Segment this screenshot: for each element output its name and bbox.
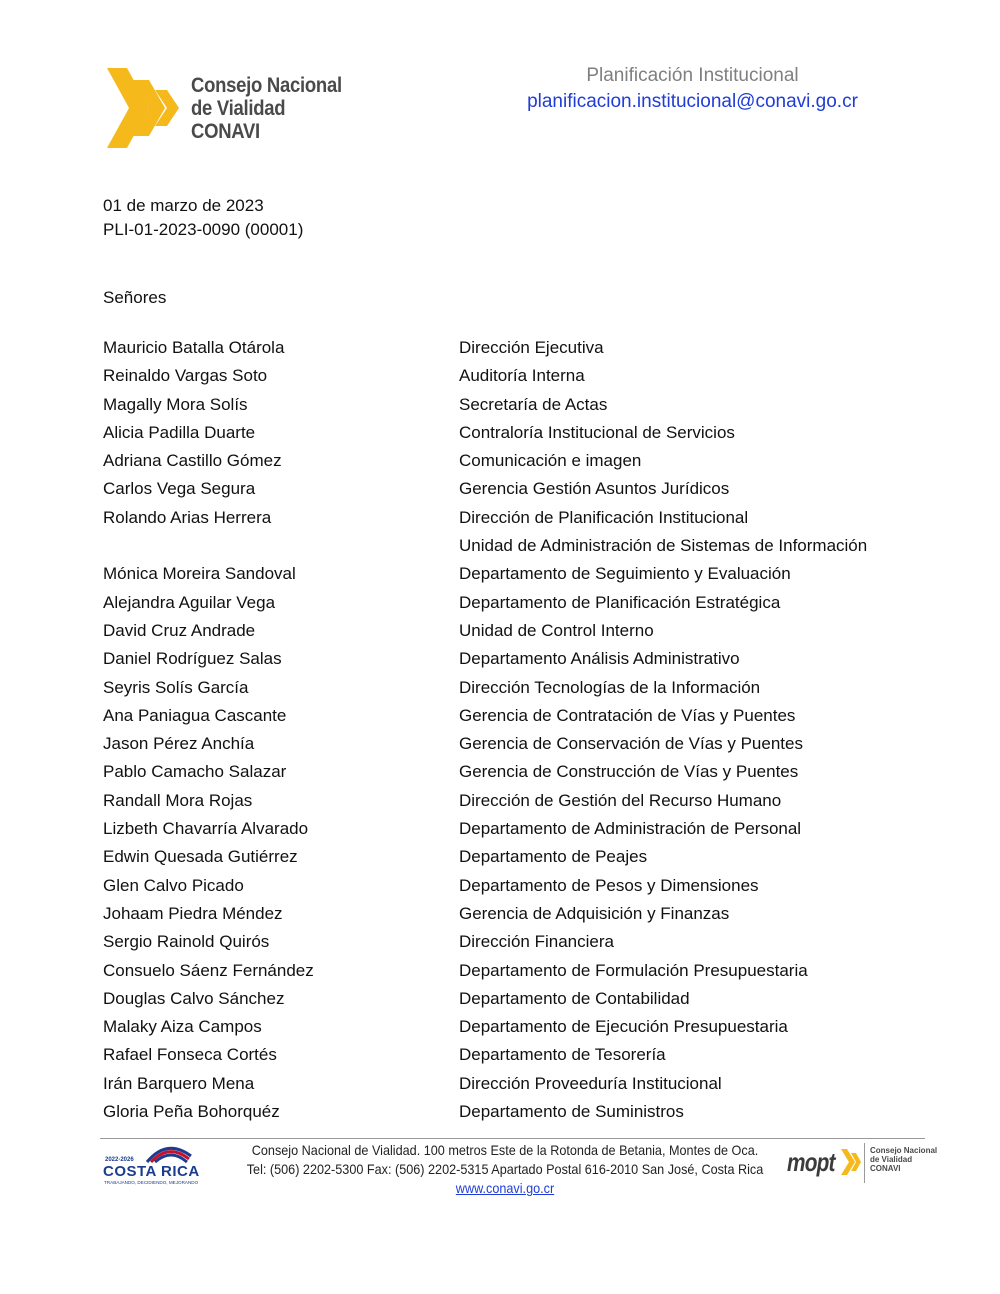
recipient-row xyxy=(103,957,963,985)
recipient-department: Gerencia de Adquisición y Finanzas xyxy=(459,903,730,923)
cr-logo-years: 2022-2026 xyxy=(105,1157,134,1163)
recipient-department: Departamento de Administración de Personal xyxy=(459,819,802,839)
email-link[interactable]: planificacion.institucional@conavi.go.cr xyxy=(527,91,858,112)
recipient-row xyxy=(103,475,963,503)
recipient-department: Comunicación e imagen xyxy=(459,451,642,471)
recipient-name: Carlos Vega Segura xyxy=(103,479,256,499)
recipient-name: Rolando Arias Herrera xyxy=(103,507,272,527)
recipient-department: Unidad de Administración de Sistemas de Información xyxy=(459,536,868,556)
mopt-logo-line: CONAVI xyxy=(870,1164,901,1173)
recipient-name: Johaam Piedra Méndez xyxy=(103,903,283,923)
recipient-name: Ana Paniagua Cascante xyxy=(103,705,287,725)
conavi-chevron-icon xyxy=(103,66,189,150)
recipient-name: Magally Mora Solís xyxy=(103,394,248,414)
recipient-department: Departamento de Pesos y Dimensiones xyxy=(459,875,759,895)
recipient-department: Departamento de Seguimiento y Evaluación xyxy=(459,564,791,584)
recipient-name: Irán Barquero Mena xyxy=(103,1073,255,1093)
letter-date: 01 de marzo de 2023 xyxy=(103,196,264,215)
recipient-name: Jason Pérez Anchía xyxy=(103,734,255,754)
recipient-row xyxy=(103,334,963,362)
website-link[interactable]: www.conavi.go.cr xyxy=(455,1181,555,1196)
letterhead-contact xyxy=(500,63,885,115)
recipient-row xyxy=(103,758,963,786)
recipient-department: Secretaría de Actas xyxy=(459,394,608,414)
recipient-row xyxy=(103,419,963,447)
recipient-name: Mónica Moreira Sandoval xyxy=(103,564,296,584)
recipient-row xyxy=(103,560,963,588)
recipient-department: Departamento de Contabilidad xyxy=(459,988,690,1008)
recipient-row xyxy=(103,815,963,843)
footer-divider xyxy=(100,1138,925,1139)
recipient-name: Mauricio Batalla Otárola xyxy=(103,338,285,357)
mopt-divider xyxy=(864,1143,865,1183)
recipient-row xyxy=(103,504,963,532)
mopt-logo-text xyxy=(870,1146,937,1173)
salutation: Señores xyxy=(103,288,167,307)
recipient-row xyxy=(103,787,963,815)
recipient-department: Unidad de Control Interno xyxy=(459,620,654,640)
recipient-department: Departamento Análisis Administrativo xyxy=(459,649,740,669)
recipient-name: Lizbeth Chavarría Alvarado xyxy=(103,819,309,839)
recipient-department: Dirección Financiera xyxy=(459,932,614,952)
recipient-department: Departamento de Tesorería xyxy=(459,1045,666,1065)
recipient-row xyxy=(103,985,963,1013)
conavi-logo-text xyxy=(191,74,342,143)
recipient-name: David Cruz Andrade xyxy=(103,620,256,640)
recipient-department: Gerencia de Construcción de Vías y Puentes xyxy=(459,762,799,782)
recipient-name: Reinaldo Vargas Soto xyxy=(103,366,268,386)
mopt-brand: mopt xyxy=(787,1147,835,1177)
recipient-row xyxy=(103,589,963,617)
recipient-row xyxy=(103,391,963,419)
cr-logo-country: COSTA RICA xyxy=(103,1163,200,1180)
recipient-name: Malaky Aiza Campos xyxy=(103,1017,262,1037)
recipient-row xyxy=(103,674,963,702)
recipient-department: Contraloría Institucional de Servicios xyxy=(459,422,735,442)
department-name: Planificación Institucional xyxy=(586,65,799,86)
recipient-name: Glen Calvo Picado xyxy=(103,875,244,895)
recipient-row xyxy=(103,617,963,645)
conavi-logo xyxy=(103,66,343,150)
recipient-name: Rafael Fonseca Cortés xyxy=(103,1045,277,1065)
recipient-name: Randall Mora Rojas xyxy=(103,790,253,810)
footer-address-block xyxy=(226,1141,784,1198)
letter-reference: PLI-01-2023-0090 (00001) xyxy=(103,220,304,239)
recipient-row xyxy=(103,928,963,956)
recipient-department: Departamento de Suministros xyxy=(459,1102,684,1122)
mopt-logo-line: de Vialidad xyxy=(870,1155,913,1164)
recipient-department: Gerencia de Contratación de Vías y Puentes xyxy=(459,705,796,725)
recipient-name: Seyris Solís García xyxy=(103,677,249,697)
recipient-department: Departamento de Ejecución Presupuestaria xyxy=(459,1017,788,1037)
recipient-name: Adriana Castillo Gómez xyxy=(103,451,282,471)
recipient-name: Edwin Quesada Gutiérrez xyxy=(103,847,298,867)
recipient-list xyxy=(103,334,963,1126)
recipient-name: Alejandra Aguilar Vega xyxy=(103,592,276,612)
costa-rica-logo xyxy=(103,1140,203,1190)
recipient-department: Gerencia de Conservación de Vías y Puentes xyxy=(459,734,803,754)
recipient-name: Consuelo Sáenz Fernández xyxy=(103,960,314,980)
recipient-name: Sergio Rainold Quirós xyxy=(103,932,270,952)
recipient-row xyxy=(103,532,963,560)
recipient-department: Departamento de Formulación Presupuestaria xyxy=(459,960,808,980)
mopt-logo-line: Consejo Nacional xyxy=(870,1146,938,1155)
recipient-row xyxy=(103,1070,963,1098)
recipient-department: Departamento de Planificación Estratégica xyxy=(459,592,781,612)
recipient-row xyxy=(103,843,963,871)
recipient-row xyxy=(103,1013,963,1041)
mopt-chevron-icon xyxy=(839,1147,863,1177)
recipient-department: Dirección de Planificación Institucional xyxy=(459,507,749,527)
recipient-row xyxy=(103,900,963,928)
recipient-row xyxy=(103,447,963,475)
recipient-department: Dirección Proveeduría Institucional xyxy=(459,1073,722,1093)
recipient-row xyxy=(103,730,963,758)
recipient-name: Daniel Rodríguez Salas xyxy=(103,649,282,669)
recipient-row xyxy=(103,702,963,730)
cr-logo-motto: TRABAJANDO, DECIDIENDO, MEJORANDO xyxy=(104,1180,199,1185)
recipient-department: Auditoría Interna xyxy=(459,366,585,386)
recipient-row xyxy=(103,1041,963,1069)
recipient-name: Alicia Padilla Duarte xyxy=(103,422,256,442)
footer-contact: Tel: (506) 2202-5300 Fax: (506) 2202-5315 Apartado Postal 616-2010 San José, Costa Rica xyxy=(246,1162,764,1177)
recipient-department: Dirección Tecnologías de la Información xyxy=(459,677,761,697)
recipient-department: Gerencia Gestión Asuntos Jurídicos xyxy=(459,479,730,499)
recipient-department: Departamento de Peajes xyxy=(459,847,648,867)
recipient-row xyxy=(103,362,963,390)
recipient-department: Dirección Ejecutiva xyxy=(459,338,604,357)
recipient-row xyxy=(103,645,963,673)
recipient-name: Pablo Camacho Salazar xyxy=(103,762,287,782)
logo-line: de Vialidad xyxy=(191,97,286,120)
logo-line: Consejo Nacional xyxy=(191,74,342,97)
mopt-logo xyxy=(787,1143,938,1185)
recipient-department: Dirección de Gestión del Recurso Humano xyxy=(459,790,782,810)
recipient-name: Douglas Calvo Sánchez xyxy=(103,988,285,1008)
recipient-row xyxy=(103,872,963,900)
letter-meta xyxy=(103,194,303,242)
recipient-name: Gloria Peña Bohorquéz xyxy=(103,1102,280,1122)
recipient-row xyxy=(103,1098,963,1126)
logo-line: CONAVI xyxy=(191,120,260,143)
footer-address: Consejo Nacional de Vialidad. 100 metros Este de la Rotonda de Betania, Montes de Oca. xyxy=(251,1143,759,1158)
